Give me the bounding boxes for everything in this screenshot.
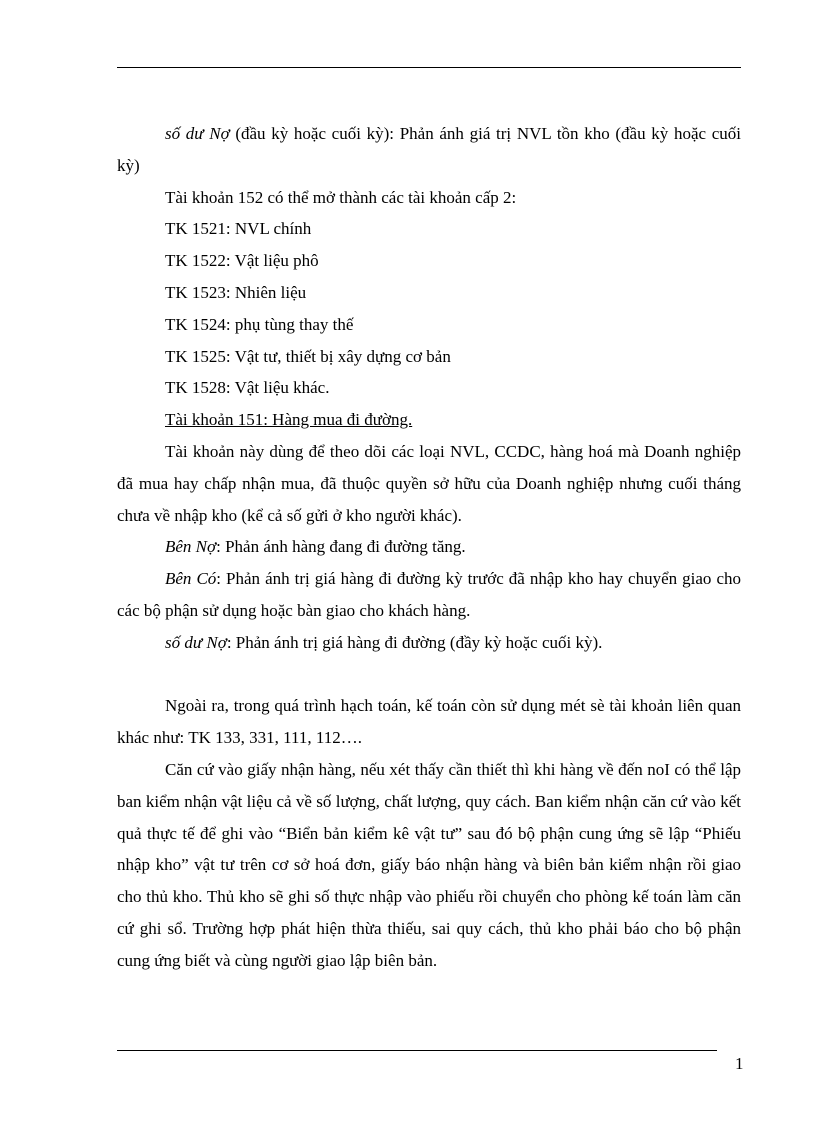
term-debit-balance: số dư Nợ [165,632,227,652]
heading-account-151 [117,404,741,436]
paragraph-other-accounts: Ngoài ra, trong quá trình hạch toán, kế toán còn sử dụng mét sè tài khoản liên quan khác như: TK 133, 331, 111, 112…. [117,696,741,748]
paragraph-account-152: Tài khoản 152 có thể mở thành các tài khoản cấp 2: [165,187,517,207]
term-debit-side: Bên Nợ [165,537,217,557]
document-body [117,118,741,977]
list-item-tk-1525: TK 1525: Vật tư, thiết bị xây dựng cơ bản [165,346,451,366]
footer-rule [117,1050,717,1051]
term-opening-balance: số dư Nợ [165,124,230,143]
list-item-tk-1522: TK 1522: Vật liệu phô [165,251,319,271]
text-debit-balance: : Phản ánh trị giá hàng đi đường (đầy kỳ hoặc cuối kỳ). [226,632,603,652]
header-rule [117,67,741,68]
page-number: 1 [735,1054,744,1073]
list-item-tk-1524: TK 1524: phụ tùng thay thế [165,314,354,334]
text-debit-side: : Phản ánh hàng đang đi đường tăng. [216,537,466,557]
list-item-tk-1521: TK 1521: NVL chính [165,219,312,239]
list-item-tk-1528: TK 1528: Vật liệu khác. [165,378,330,398]
text-opening-balance: (đầu kỳ hoặc cuối kỳ): Phản ánh giá trị NVL tồn kho (đầu kỳ hoặc cuối kỳ) [117,124,742,175]
paragraph-opening-balance [117,118,741,182]
paragraph-credit-side [117,563,741,627]
list-item-tk-1523: TK 1523: Nhiên liệu [165,282,307,302]
paragraph-receiving-procedure: Căn cứ vào giấy nhận hàng, nếu xét thấy cần thiết thì khi hàng về đến noI có thể lập ban kiểm nhận vật liệu cả về số lượng, chất lượng, quy cách. Ban kiểm nhận căn cứ vào kết quả thực tế để ghi vào “Biển bản kiểm kê vật tư” sau đó bộ phận cung ứng sẽ lập “Phiếu nhập kho” vật tư trên cơ sở hoá đơn, giấy báo nhận hàng và biên bản kiểm nhận rồi giao cho thủ kho. Thủ kho sẽ ghi số thực nhập vào phiếu rồi chuyển cho phòng kế toán làm căn cứ ghi sổ. Trường hợp phát hiện thừa thiếu, sai quy cách, thủ kho phải báo cho bộ phận cung ứng biết và cùng người giao lập biên bản. [117,759,741,970]
paragraph-debit-side [117,531,741,563]
paragraph-account-151-description: Tài khoản này dùng để theo dõi các loại NVL, CCDC, hàng hoá mà Doanh nghiệp đã mua hay chấp nhận mua, đã thuộc quyền sở hữu của Doanh nghiệp nhưng cuối tháng chưa về nhập kho (kể cả số gửi ở kho người khác). [117,441,741,525]
heading-account-151-text: Tài khoản 151: Hàng mua đi đường. [165,410,413,430]
term-credit-side: Bên Có [165,569,217,589]
paragraph-debit-balance [117,627,741,659]
blank-line [117,659,741,691]
text-credit-side: : Phản ánh trị giá hàng đi đường kỳ trước đã nhập kho hay chuyển giao cho các bộ phận sử dụng hoặc bàn giao cho khách hàng. [117,569,741,620]
